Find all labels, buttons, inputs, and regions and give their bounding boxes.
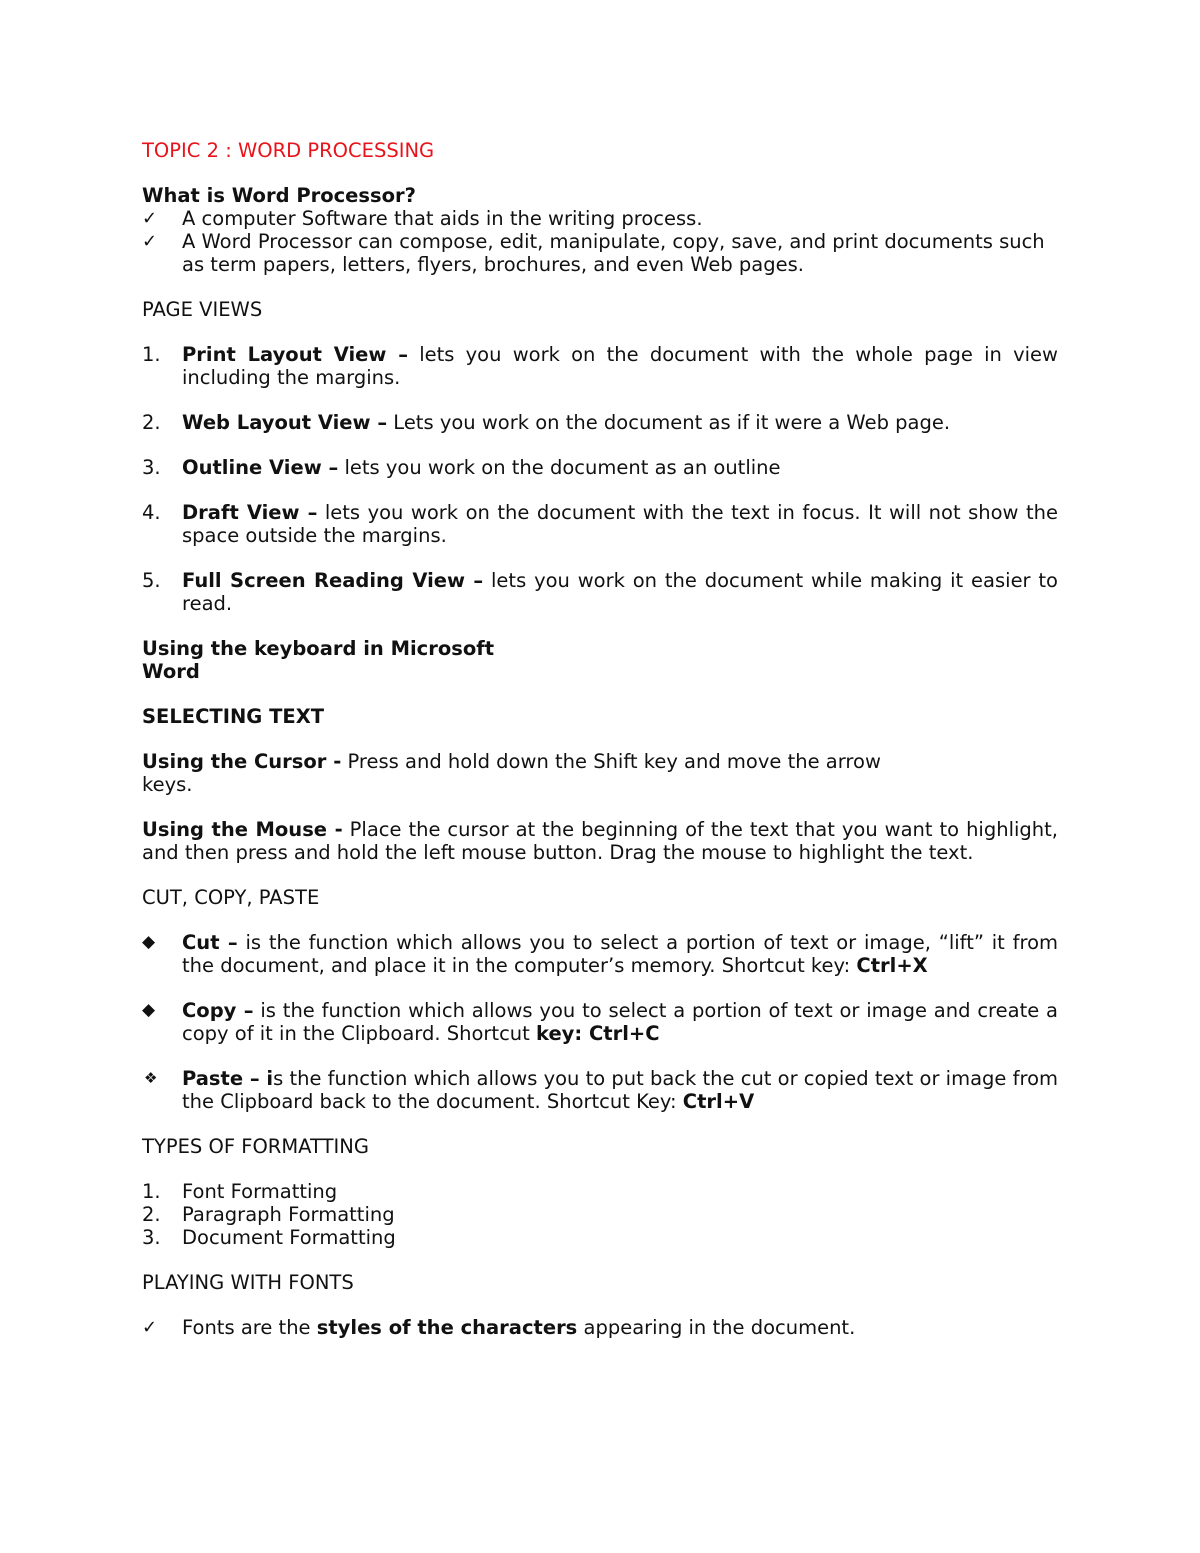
formatting-item-text: Paragraph Formatting	[182, 1203, 395, 1226]
cut-term: Cut –	[182, 931, 238, 954]
what-is-item-2: A Word Processor can compose, edit, manipulate, copy, save, and print documents such as term papers, letters, flyers, brochures, and even Web pages.	[182, 230, 1045, 276]
formatting-heading: TYPES OF FORMATTING	[142, 1135, 369, 1158]
page-view-item	[142, 343, 1058, 389]
selecting-text-heading: SELECTING TEXT	[142, 705, 325, 728]
page-view-desc: Lets you work on the document as if it were a Web page.	[387, 411, 951, 434]
formatting-item	[142, 1226, 1058, 1249]
copy-item	[142, 999, 1058, 1045]
copy-term: Copy –	[182, 999, 254, 1022]
list-number: 2.	[142, 1203, 161, 1226]
page-view-term: Outline View –	[182, 456, 339, 479]
cursor-paragraph	[142, 750, 1058, 773]
page-views-heading: PAGE VIEWS	[142, 298, 263, 321]
paste-term: Paste – i	[182, 1067, 274, 1090]
mouse-desc: Place the cursor at the beginning of the text that you want to highlight, and then press and hold the left mouse button. Drag the mouse to highlight the text.	[142, 818, 1058, 864]
cut-item	[142, 931, 1058, 977]
page-view-item	[142, 456, 1058, 479]
paste-desc: s the function which allows you to put back the cut or copied text or image from the Clipboard back to the document. Shortcut Key:	[182, 1067, 1058, 1113]
copy-shortcut: key: Ctrl+C	[536, 1022, 660, 1045]
list-number: 2.	[142, 411, 161, 434]
paste-shortcut: Ctrl+V	[682, 1090, 755, 1113]
mouse-paragraph	[142, 818, 1058, 864]
list-number: 1.	[142, 1180, 161, 1203]
page-view-term: Draft View –	[182, 501, 318, 524]
list-number: 4.	[142, 501, 161, 524]
document-page	[142, 139, 1058, 1339]
list-number: 3.	[142, 456, 161, 479]
cut-copy-paste-heading: CUT, COPY, PASTE	[142, 886, 320, 909]
page-view-term: Web Layout View –	[182, 411, 388, 434]
page-view-desc: lets you work on the document with the whole page in view including the margins.	[182, 343, 1058, 389]
fonts-item	[142, 1316, 1058, 1339]
list-number: 1.	[142, 343, 161, 366]
page-view-item	[142, 411, 1058, 434]
list-item	[142, 230, 1058, 276]
formatting-item	[142, 1180, 1058, 1203]
formatting-item-text: Document Formatting	[182, 1226, 396, 1249]
page-view-item	[142, 569, 1058, 615]
what-is-heading: What is Word Processor?	[142, 184, 416, 207]
page-title: TOPIC 2 : WORD PROCESSING	[142, 139, 435, 162]
cursor-desc-line-2: keys.	[142, 773, 193, 796]
check-icon: ✓	[142, 208, 158, 229]
page-view-desc: lets you work on the document while making it easier to read.	[182, 569, 1058, 615]
formatting-item-text: Font Formatting	[182, 1180, 338, 1203]
fonts-bold: styles of the characters	[316, 1316, 578, 1339]
list-item	[142, 207, 1058, 230]
mouse-term: Using the Mouse -	[142, 818, 343, 841]
keyboard-heading-line-1: Using the keyboard in Microsoft	[142, 637, 495, 660]
cursor-desc-line-1: Press and hold down the Shift key and move the arrow	[341, 750, 881, 773]
page-view-desc: lets you work on the document as an outline	[338, 456, 781, 479]
page-view-term: Full Screen Reading View –	[182, 569, 484, 592]
fonts-heading: PLAYING WITH FONTS	[142, 1271, 354, 1294]
check-icon: ✓	[142, 1317, 158, 1338]
cursor-term: Using the Cursor -	[142, 750, 342, 773]
check-icon: ✓	[142, 231, 158, 252]
list-number: 5.	[142, 569, 161, 592]
fonts-post: appearing in the document.	[577, 1316, 856, 1339]
paste-item	[142, 1067, 1058, 1113]
formatting-item	[142, 1203, 1058, 1226]
diamond-bullet-icon: ◆	[142, 1000, 156, 1020]
page-view-desc: lets you work on the document with the text in focus. It will not show the space outside the margins.	[182, 501, 1058, 547]
cut-shortcut: Ctrl+X	[856, 954, 928, 977]
cut-desc: is the function which allows you to select a portion of text or image, “lift” it from the document, and place it in the computer’s memory. Shortcut key:	[182, 931, 1058, 977]
list-number: 3.	[142, 1226, 161, 1249]
page-view-item	[142, 501, 1058, 547]
four-point-star-bullet-icon: ❖	[144, 1069, 158, 1087]
diamond-bullet-icon: ◆	[142, 932, 156, 952]
copy-desc: is the function which allows you to select a portion of text or image and create a copy of it in the Clipboard. Shortcut	[182, 999, 1059, 1045]
page-view-term: Print Layout View –	[182, 343, 408, 366]
what-is-item-1: A computer Software that aids in the writing process.	[182, 207, 703, 230]
fonts-pre: Fonts are the	[182, 1316, 317, 1339]
keyboard-heading-line-2: Word	[142, 660, 200, 683]
